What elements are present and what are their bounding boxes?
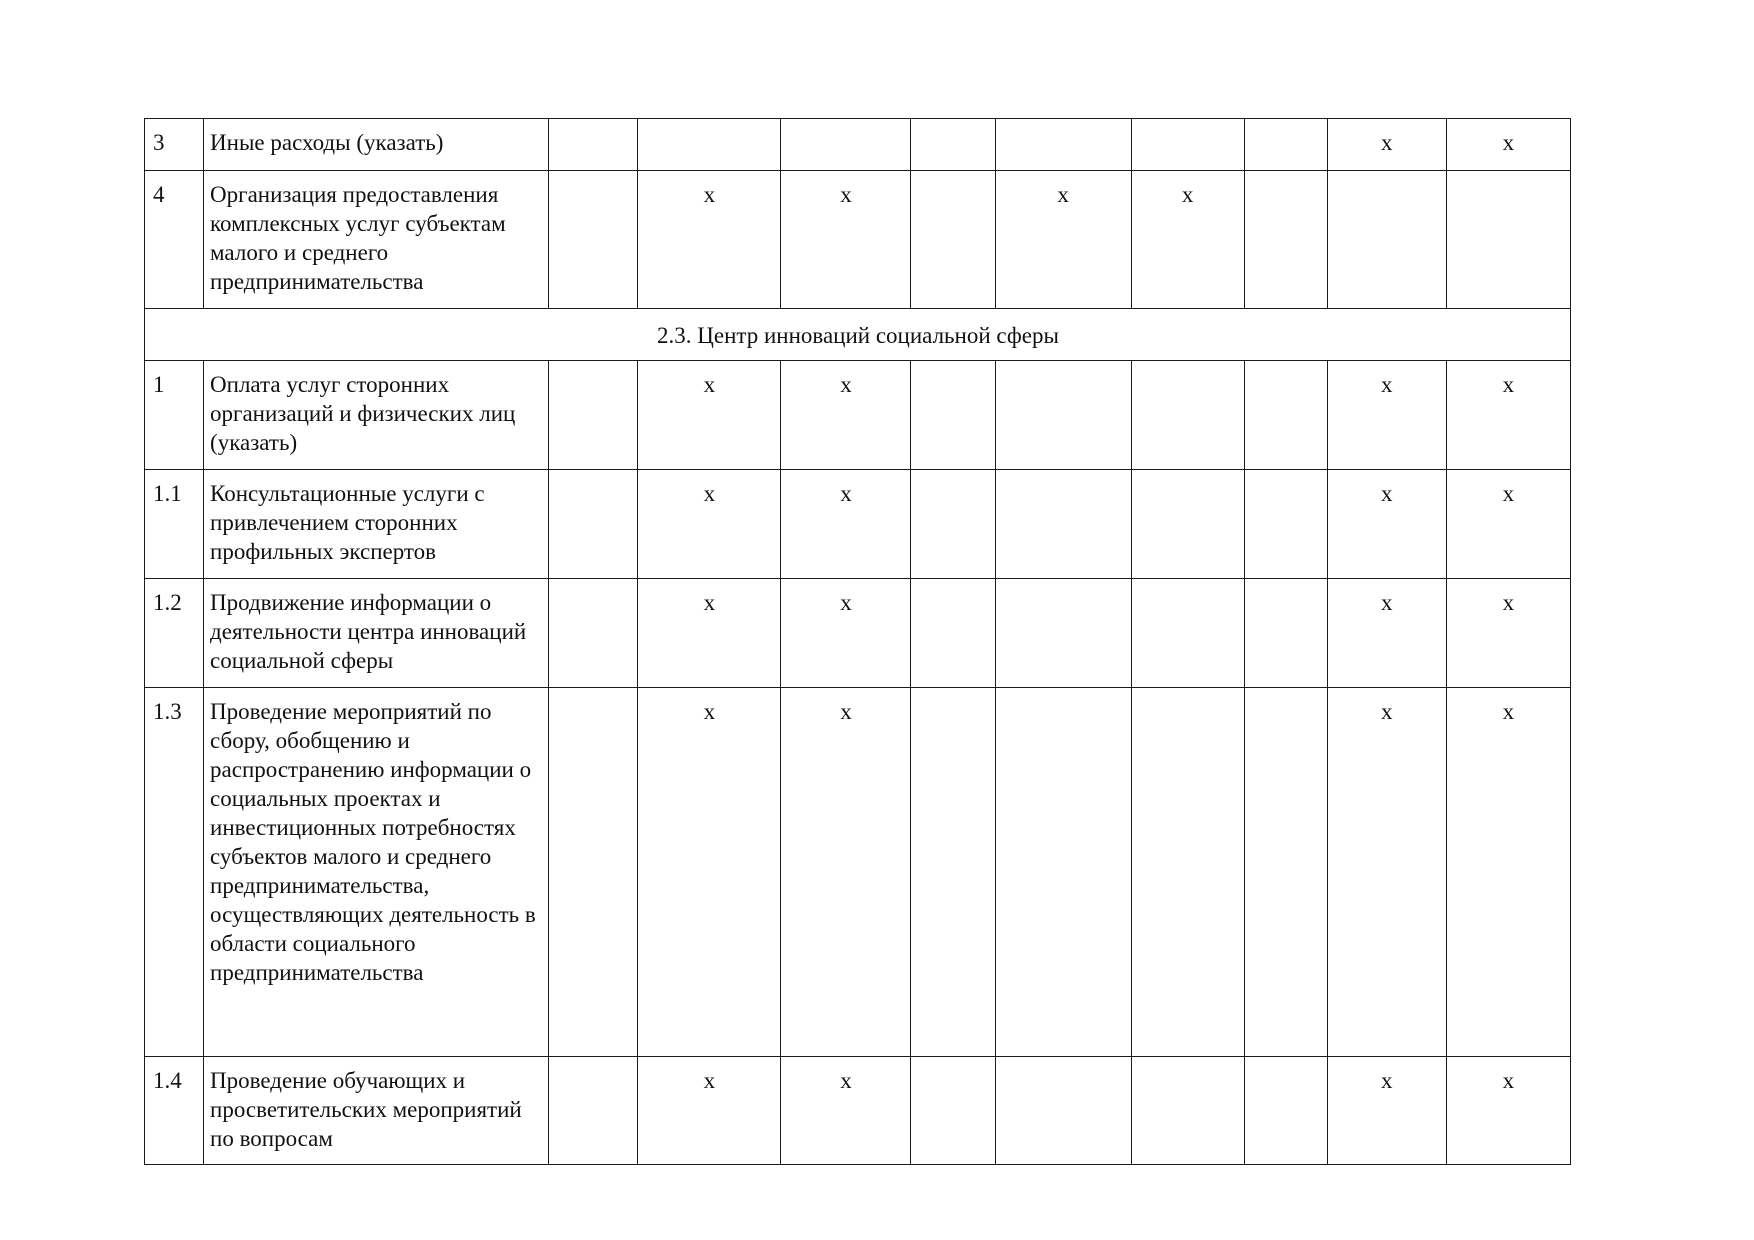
cell-mark <box>1244 470 1327 579</box>
cell-mark <box>549 1057 638 1165</box>
row-description: Консультационные услуги с привлечением сторонних профильных экспертов <box>204 470 549 579</box>
section-title: 2.3. Центр инноваций социальной сферы <box>145 309 1571 361</box>
cell-mark: x <box>1446 1057 1570 1165</box>
row-description: Иные расходы (указать) <box>204 119 549 171</box>
cell-mark <box>549 579 638 688</box>
row-number: 1.2 <box>145 579 204 688</box>
table-row <box>145 361 1571 470</box>
table-row <box>145 470 1571 579</box>
section-header-row <box>145 309 1571 361</box>
cell-mark <box>911 688 995 1057</box>
cell-mark <box>995 470 1131 579</box>
cell-mark: x <box>1131 171 1244 309</box>
cell-mark <box>911 579 995 688</box>
cell-mark: x <box>1327 119 1446 171</box>
cell-mark: x <box>1446 579 1570 688</box>
cell-mark: x <box>638 579 781 688</box>
cell-mark <box>1244 579 1327 688</box>
row-number: 3 <box>145 119 204 171</box>
cell-mark: x <box>1327 688 1446 1057</box>
cell-mark <box>995 1057 1131 1165</box>
table-row <box>145 579 1571 688</box>
cell-mark <box>549 119 638 171</box>
cell-mark <box>549 171 638 309</box>
cell-mark: x <box>1327 361 1446 470</box>
cell-mark: x <box>995 171 1131 309</box>
cell-mark: x <box>781 171 911 309</box>
cell-mark: x <box>1327 579 1446 688</box>
cell-mark: x <box>1446 119 1570 171</box>
table-row <box>145 1057 1571 1165</box>
cell-mark <box>1131 119 1244 171</box>
row-description: Оплата услуг сторонних организаций и физических лиц (указать) <box>204 361 549 470</box>
cell-mark: x <box>781 361 911 470</box>
row-description: Продвижение информации о деятельности центра инноваций социальной сферы <box>204 579 549 688</box>
cell-mark <box>995 119 1131 171</box>
cell-mark <box>995 688 1131 1057</box>
cell-mark: x <box>781 688 911 1057</box>
cell-mark <box>638 119 781 171</box>
cell-mark <box>911 171 995 309</box>
expense-table <box>144 118 1571 1165</box>
cell-mark: x <box>1446 688 1570 1057</box>
cell-mark: x <box>781 470 911 579</box>
cell-mark <box>1131 470 1244 579</box>
cell-mark <box>1131 361 1244 470</box>
cell-mark <box>549 470 638 579</box>
cell-mark: x <box>781 579 911 688</box>
row-description: Проведение обучающих и просветительских мероприятий по вопросам <box>204 1057 549 1165</box>
cell-mark <box>995 361 1131 470</box>
cell-mark: x <box>638 361 781 470</box>
cell-mark: x <box>781 1057 911 1165</box>
cell-mark: x <box>1446 361 1570 470</box>
cell-mark <box>995 579 1131 688</box>
table-row <box>145 119 1571 171</box>
table-row <box>145 171 1571 309</box>
row-number: 1.1 <box>145 470 204 579</box>
cell-mark <box>1244 119 1327 171</box>
row-description: Проведение мероприятий по сбору, обобщению и распространению информации о социальных проектах и инвестиционных потребностях субъектов малого и среднего предпринимательства, осуществляющих деятельность в области социального предпринимательства <box>204 688 549 1057</box>
cell-mark <box>1244 1057 1327 1165</box>
cell-mark <box>1446 171 1570 309</box>
table-row <box>145 688 1571 1057</box>
row-number: 1.3 <box>145 688 204 1057</box>
row-number: 4 <box>145 171 204 309</box>
cell-mark <box>911 1057 995 1165</box>
cell-mark: x <box>638 470 781 579</box>
cell-mark: x <box>638 171 781 309</box>
row-number: 1.4 <box>145 1057 204 1165</box>
cell-mark <box>549 688 638 1057</box>
cell-mark: x <box>638 688 781 1057</box>
cell-mark <box>1131 1057 1244 1165</box>
cell-mark <box>1244 688 1327 1057</box>
cell-mark <box>911 470 995 579</box>
cell-mark: x <box>638 1057 781 1165</box>
cell-mark <box>911 361 995 470</box>
cell-mark: x <box>1446 470 1570 579</box>
cell-mark <box>1131 579 1244 688</box>
row-number: 1 <box>145 361 204 470</box>
cell-mark <box>911 119 995 171</box>
table-body-top <box>145 119 1571 1165</box>
cell-mark <box>1327 171 1446 309</box>
cell-mark: x <box>1327 1057 1446 1165</box>
row-description: Организация предоставления комплексных услуг субъектам малого и среднего предпринимательства <box>204 171 549 309</box>
cell-mark <box>1244 171 1327 309</box>
cell-mark <box>781 119 911 171</box>
cell-mark <box>549 361 638 470</box>
cell-mark <box>1131 688 1244 1057</box>
cell-mark: x <box>1327 470 1446 579</box>
cell-mark <box>1244 361 1327 470</box>
